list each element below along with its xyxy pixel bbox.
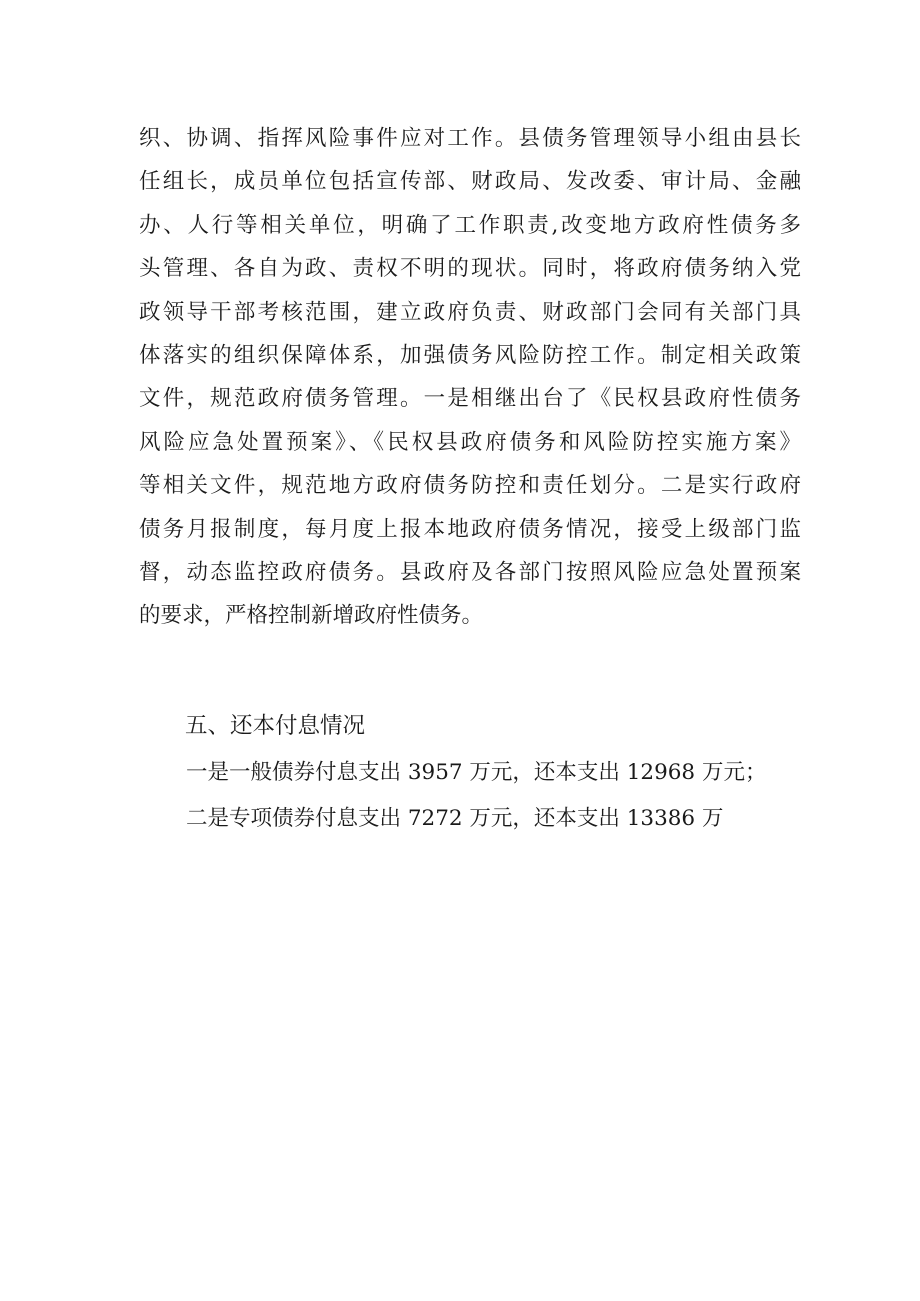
paragraph-line: 文件，规范政府债务管理。一是相继出台了《民权县政府性债务 [139, 386, 801, 412]
section-heading: 五、还本付息情况 [185, 713, 366, 739]
paragraph-line: 风险应急处置预案》、《民权县政府债务和风险防控实施方案》 [139, 429, 801, 455]
paragraph-line: 债务月报制度，每月度上报本地政府债务情况，接受上级部门监 [139, 516, 801, 542]
repayment-item-general-bonds: 一是一般债券付息支出 3957 万元，还本支出 12968 万元； [186, 760, 767, 785]
paragraph-line: 体落实的组织保障体系，加强债务风险防控工作。制定相关政策 [139, 342, 801, 368]
repayment-item-special-bonds: 二是专项债券付息支出 7272 万元，还本支出 13386 万 [186, 806, 724, 831]
paragraph-line: 等相关文件，规范地方政府债务防控和责任划分。二是实行政府 [139, 473, 801, 499]
paragraph-line: 的要求，严格控制新增政府性债务。 [139, 603, 484, 629]
paragraph-line: 头管理、各自为政、责权不明的现状。同时，将政府债务纳入党 [139, 256, 801, 282]
body-paragraph [139, 117, 801, 638]
paragraph-line: 任组长，成员单位包括宣传部、财政局、发改委、审计局、金融 [139, 169, 801, 195]
paragraph-line: 政领导干部考核范围，建立政府负责、财政部门会同有关部门具 [139, 299, 801, 325]
paragraph-line: 办、人行等相关单位，明确了工作职责,改变地方政府性债务多 [139, 212, 801, 238]
paragraph-line: 织、协调、指挥风险事件应对工作。县债务管理领导小组由县长 [139, 126, 801, 151]
paragraph-line: 督，动态监控政府债务。县政府及各部门按照风险应急处置预案 [139, 559, 801, 585]
